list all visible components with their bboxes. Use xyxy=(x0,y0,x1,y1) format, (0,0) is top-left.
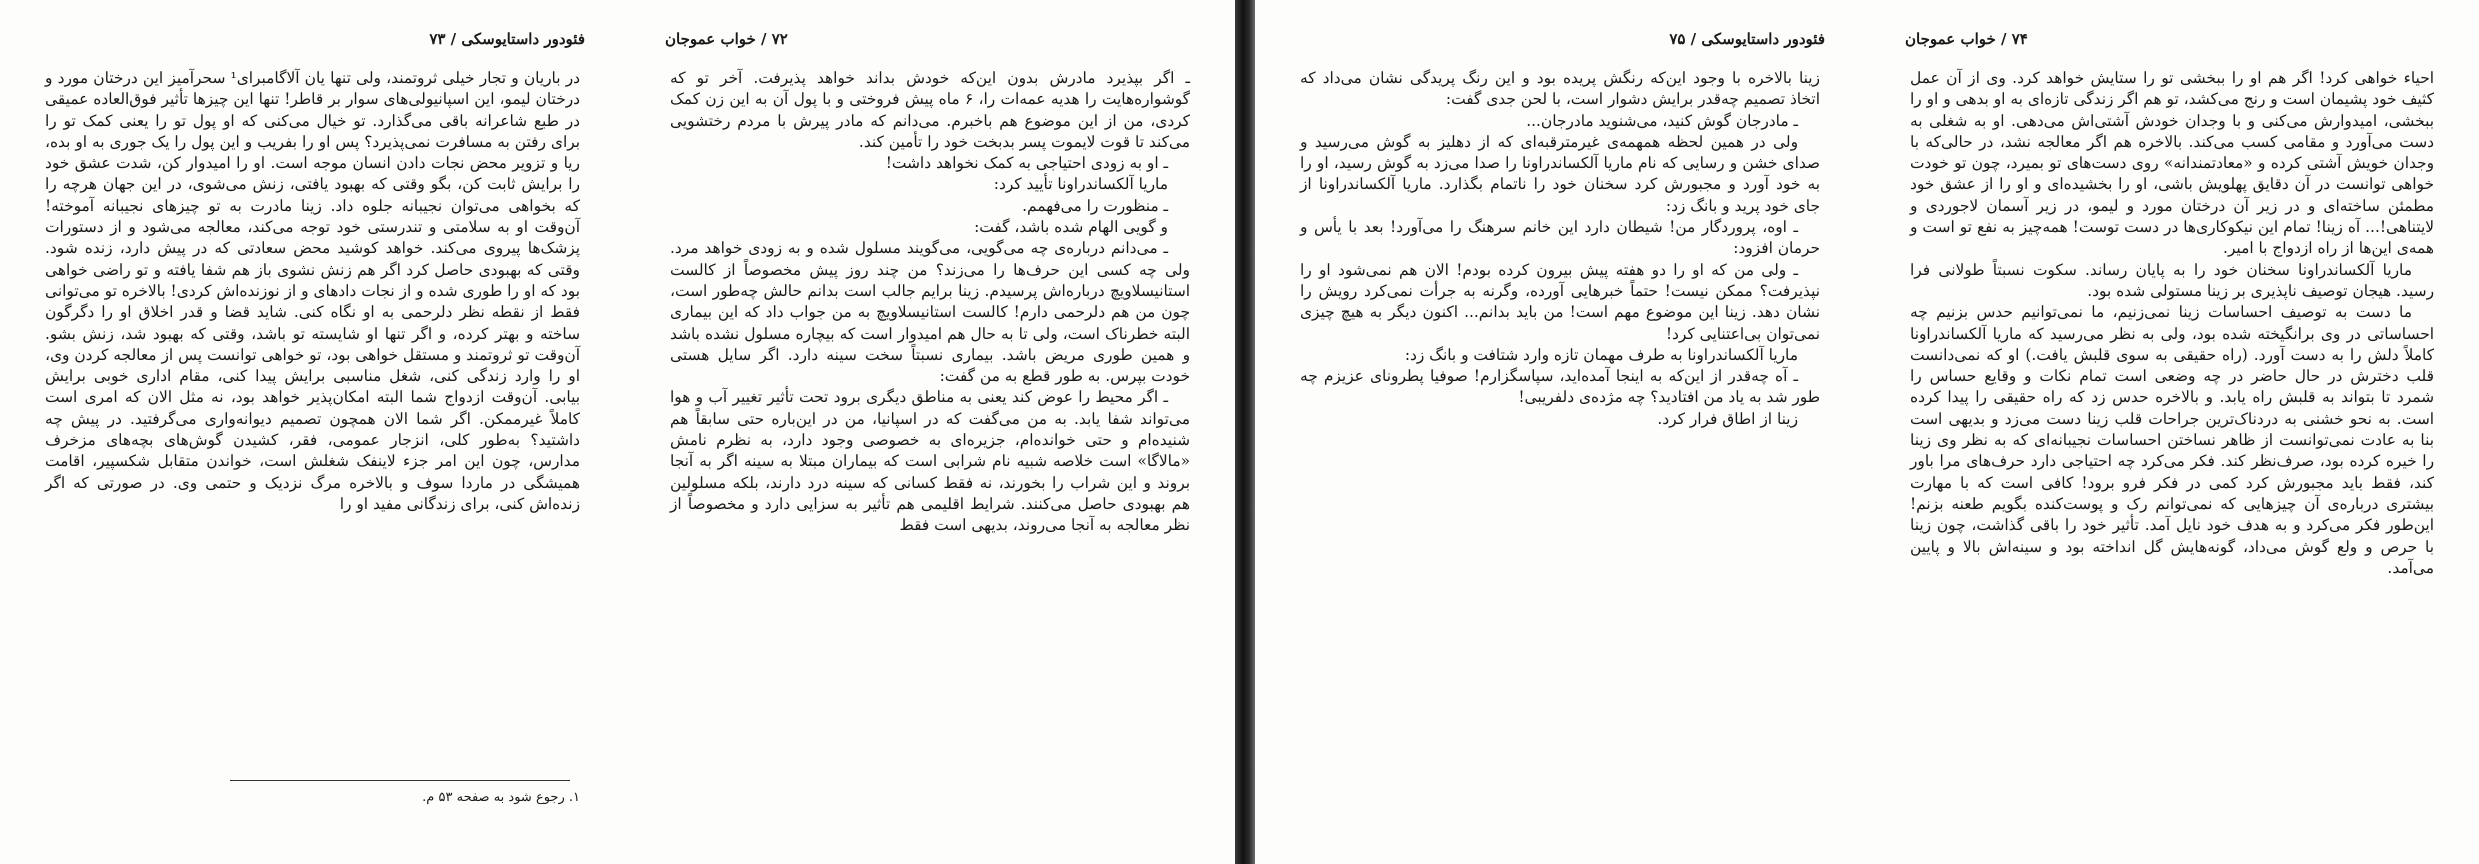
page-text xyxy=(1300,68,1820,824)
page-75 xyxy=(1255,0,1865,864)
page-text xyxy=(670,68,1190,824)
running-header: فئودور داستایوسکی / ۷۳ xyxy=(429,30,585,48)
running-header: فئودور داستایوسکی / ۷۵ xyxy=(1669,30,1825,48)
footnote-rule xyxy=(230,780,570,781)
paragraph: ـ مادرجان گوش کنید، می‌شنوید مادرجان... xyxy=(1526,111,1798,130)
paragraph: ـ اگر محیط را عوض کند یعنی به مناطق دیگری برود تحت تأثیر تغییر آب و هوا می‌تواند شفا یابد. به من می‌گفت که در اسپانیا، من در این‌باره حتی سابقاً هم شنیده‌ام و حتی خوانده‌ام، جزیره‌ای به خصوصی وجود دارد، به نظرم نامش «مالاگا» است خلاصه شبیه نام شرابی است که بیماران مبتلا به سینه اگر به آنجا بروند و این شراب را بخورند، نه فقط کسانی که سینه درد دارند، بلکه مسلولین هم بهبودی حاصل می‌کنند. شرایط اقلیمی هم تأثیر به سزایی دارد و مخصوصاً از نظر معالجه به آنجا می‌روند، بدیهی است فقط xyxy=(670,388,1190,535)
book-spine-gutter xyxy=(1235,0,1255,864)
paragraph: زینا بالاخره با وجود این‌که رنگش پریده بود و این رنگ پریدگی نشان می‌داد که اتخاذ تصمیم چه‌قدر برایش دشوار است، با لحن جدی گفت: xyxy=(1300,69,1820,109)
paragraph: ـ او به زودی احتیاجی به کمک نخواهد داشت! xyxy=(885,154,1168,173)
page-header xyxy=(1905,30,2439,54)
page-74 xyxy=(1865,0,2479,864)
page-73 xyxy=(0,0,625,864)
page-text xyxy=(1910,68,2434,824)
paragraph: زینا از اطاق فرار کرد. xyxy=(1657,409,1798,428)
page-text xyxy=(45,68,580,824)
page-header xyxy=(665,30,1195,54)
running-header: ۷۲ / خواب عموجان xyxy=(665,30,788,48)
paragraph: ـ ولی من که او را دو هفته پیش بیرون کرده بودم! الان هم نمی‌شود او را نپذیرفت؟ ممکن نیست! حتماً خبرهایی آورده، وگرنه به جرأت نمی‌کرد رویش را نشان دهد. زینا این موضوع مهم است! من باید بدانم... اکنون دیگر به هیچ چیزی نمی‌توان بی‌اعتنایی کرد! xyxy=(1300,260,1820,343)
page-header xyxy=(1295,30,1825,54)
paragraph: ـ می‌دانم درباره‌ی چه می‌گویی، می‌گویند مسلول شده و به زودی خواهد مرد. ولی چه کسی این حرف‌ها را می‌زند؟ من چند روز پیش مخصوصاً از کالست استانیسلاویچ درباره‌اش پرسیدم. زینا برایم جالب است بدانم حالش چه‌طور است، چون من هم دلرحمی دارم! کالست استانیسلاویچ به من جواب داد که این بیماری البته خطرناک است، ولی تا به حال هم امیدوار است که بیچاره مسلول نشده باشد و همین طوری مریض باشد. بیماری نسبتاً سخت سینه دارد. اگر سایل هستی خودت بپرس. به طور قطع به من گفت: xyxy=(670,239,1190,386)
paragraph: در باریان و تجار خیلی ثروتمند، ولی تنها یان آلاگامبرای¹ سحرآمیز این درختان مورد و درختان لیمو، این اسپانیولی‌های سوار بر قاطر! تنها این چیزها تأثیر فوق‌العاده عمیقی در طبع شاعرانه باقی می‌گذارد. تو خیال می‌کنی که او پول تو را یعنی کمک تو را برای رفتن به مسافرت نمی‌پذیرد؟ پس او را بفریب و این پول را یک جوری به او بده، ریا و تزویر محض نجات دادن انسان موجه است. او را امیدوار کن، شدت عشق خود را برایش ثابت کن، بگو وقتی که بهبود یافتی، زنش می‌شوی، در این جهان هرچه را که بخواهی می‌توان نجیبانه جلوه داد. زینا مادرت به تو چیزهای نجیبانه آموخته! آن‌وقت او به سلامتی و تندرستی خود توجه می‌کند، معالجه می‌شود و از دستورات پزشک‌ها پیروی می‌کند. خواهد کوشید محض سعادتی که در پیش دارد، زنده شود. وقتی که بهبودی حاصل کرد اگر هم زنش نشوی باز هم شفا یافته و تو راضی خواهی بود که او را طوری شده و از نجات دادهای و از نوزنده‌اش کردی! بالاخره تو می‌توانی فقط از نقطه نظر دلرحمی به او نگاه کنی. شاید قضا و قدر اخلاق او را دگرگون ساخته و بهتر کرده، و اگر تنها او شایسته تو باشد، وقتی که بهبود شد، زنش بشو. آن‌وقت تو ثروتمند و مستقل خواهی بود، تو خواهی توانست پس از معالجه کردن وی، او را وارد زندگی کنی، شغل مناسبی برایش پیدا کنی، مقام اداری خوبی برایش بیابی. آن‌وقت ازدواج شما البته امکان‌پذیر خواهد بود، نه مثل الان که امری است کاملاً غیرممکن. اگر شما الان همچون تصمیم دیوانه‌واری می‌گرفتید. در پیش چه داشتید؟ به‌طور کلی، انزجار عمومی، فقر، کشیدن گوش‌های بچه‌های مزخرف مدارس، چون این امر جزء لاینفک شغلش است، خواندن متقابل شکسپیر، اقامت همیشگی در ماردا سوف و بالاخره مرگ نزدیک و حتمی وی. در صورتی که اگر زنده‌اش کنی، برای زندگانی مفید او را xyxy=(45,69,580,513)
paragraph: ماریا آلکساندراونا به طرف مهمان تازه وارد شتافت و بانگ زد: xyxy=(1404,345,1798,364)
paragraph: ـ آه چه‌قدر از این‌که به اینجا آمده‌اید، سپاسگزارم! صوفیا پطرونای عزیزم چه طور شد به یاد من افتادید؟ چه مژده‌ی دلفریبی! xyxy=(1300,367,1820,407)
paragraph: ـ اوه، پروردگار من! شیطان دارد این خانم سرهنگ را می‌آورد! بعد با یأس و حرمان افزود: xyxy=(1300,218,1820,258)
paragraph: ولی در همین لحظه همهمه‌ی غیرمترقبه‌ای که از دهلیز به گوش می‌رسید و صدای خشن و رسایی که نام ماریا آلکساندراونا را صدا می‌زد به گوش رسید، او را به خود آورد و مجبورش کرد سخنان خود را ناتمام بگذارد. ماریا آلکساندراونا از جای خود پرید و بانگ زد: xyxy=(1300,132,1820,215)
paragraph: ـ اگر بپذیرد مادرش بدون این‌که خودش بداند خواهد پذیرفت. آخر تو که گوشواره‌هایت را هدیه عمه‌ات را، ۶ ماه پیش فروختی و با پول آن به این زن کمک کردی، من از این موضوع هم باخبرم. می‌دانم که مادر پیرش با مردم رختشویی می‌کند تا قوت لایموت پسر بدبخت خود را تأمین کند. xyxy=(670,69,1190,151)
running-header: ۷۴ / خواب عموجان xyxy=(1905,30,2028,48)
paragraph: و گویی الهام شده باشد، گفت: xyxy=(974,218,1168,237)
paragraph: ـ منظورت را می‌فهمم. xyxy=(1022,196,1168,215)
paragraph: ماریا آلکساندراونا سخنان خود را به پایان رساند. سکوت نسبتاً طولانی فرا رسید. هیجان توصیف ناپذیری بر زینا مستولی شده بود. xyxy=(1910,260,2434,300)
page-72 xyxy=(625,0,1235,864)
page-header xyxy=(40,30,585,54)
paragraph: ماریا آلکساندراونا تأیید کرد: xyxy=(993,175,1168,194)
paragraph: احیاء خواهی کرد! اگر هم او را ببخشی تو را ستایش خواهد کرد. وی از آن عمل کثیف خود پشیمان است و رنج می‌کشد، تو هم اگر زندگی تازه‌ای به او بدهی و او را ببخشی، امیدوارش می‌کنی و با وجدان خودش آشتی‌اش می‌دهی. او به شغلی به دست می‌آورد و مقامی کسب می‌کند. بالاخره هم اگر معالجه نشد، در حالی‌که با وجدان خویش آشتی کرده و «معادتمندانه» روی دست‌های تو بمیرد، چون تو خودت خواهی توانست در آن دقایق پهلویش باشی، او را بخشیده‌ای و او را از عشق خود مطمئن ساخته‌ای و در زیر آن درختان مورد و لیمو، در زیر آسمان لاجوردی و لایتناهی!... آه زینا! تمام این نیکوکاری‌ها در دست توست! همه‌چیز به نفع تو است و همه‌ی این‌ها از راه ازدواج با امیر. xyxy=(1910,69,2434,258)
paragraph: ما دست به توصیف احساسات زینا نمی‌زنیم، ما نمی‌توانیم حدس بزنیم چه احساساتی در وی برانگیخته شده بود، ولی به نظر می‌رسید که ماریا آلکساندراونا کاملاً دلش را به دست آورد. (راه حقیقی به سوی قلبش یافت.) او که نمی‌دانست قلب دخترش در حال حاضر در چه وضعی است تمام نکات و وقایع حساس را شمرد تا بتواند به قلبش راه یابد. و بالاخره حدس زد که راه حقیقی را پیدا کرده است. به نحو خشنی به دردناک‌ترین جراحات قلب زینا دست می‌زد و بدیهی است بنا به عادت نمی‌توانست از ظاهر نساختن احساسات نجیبانه‌ای که به نظر وی زینا را خیره کرده بود، صرف‌نظر کند. فکر می‌کرد چه احتیاجی دارد حرف‌های مرا باور کند، فقط باید مجبورش کرد کمی در فکر فرو برود! کافی است که با مهارت بیشتری درباره‌ی آن چیزهایی که نمی‌توانم رک و پوست‌کنده بگویم طعنه بزنم! این‌طور فکر می‌کرد و به هدف خود نایل آمد. تأثیر خود را باقی گذاشت، چون زینا با حرص و ولع گوش می‌داد، گونه‌هایش گل انداخته بود و سینه‌اش بالا و پایین می‌آمد. xyxy=(1910,303,2434,577)
footnote: ۱. رجوع شود به صفحه ۵۳ م. xyxy=(422,790,580,805)
